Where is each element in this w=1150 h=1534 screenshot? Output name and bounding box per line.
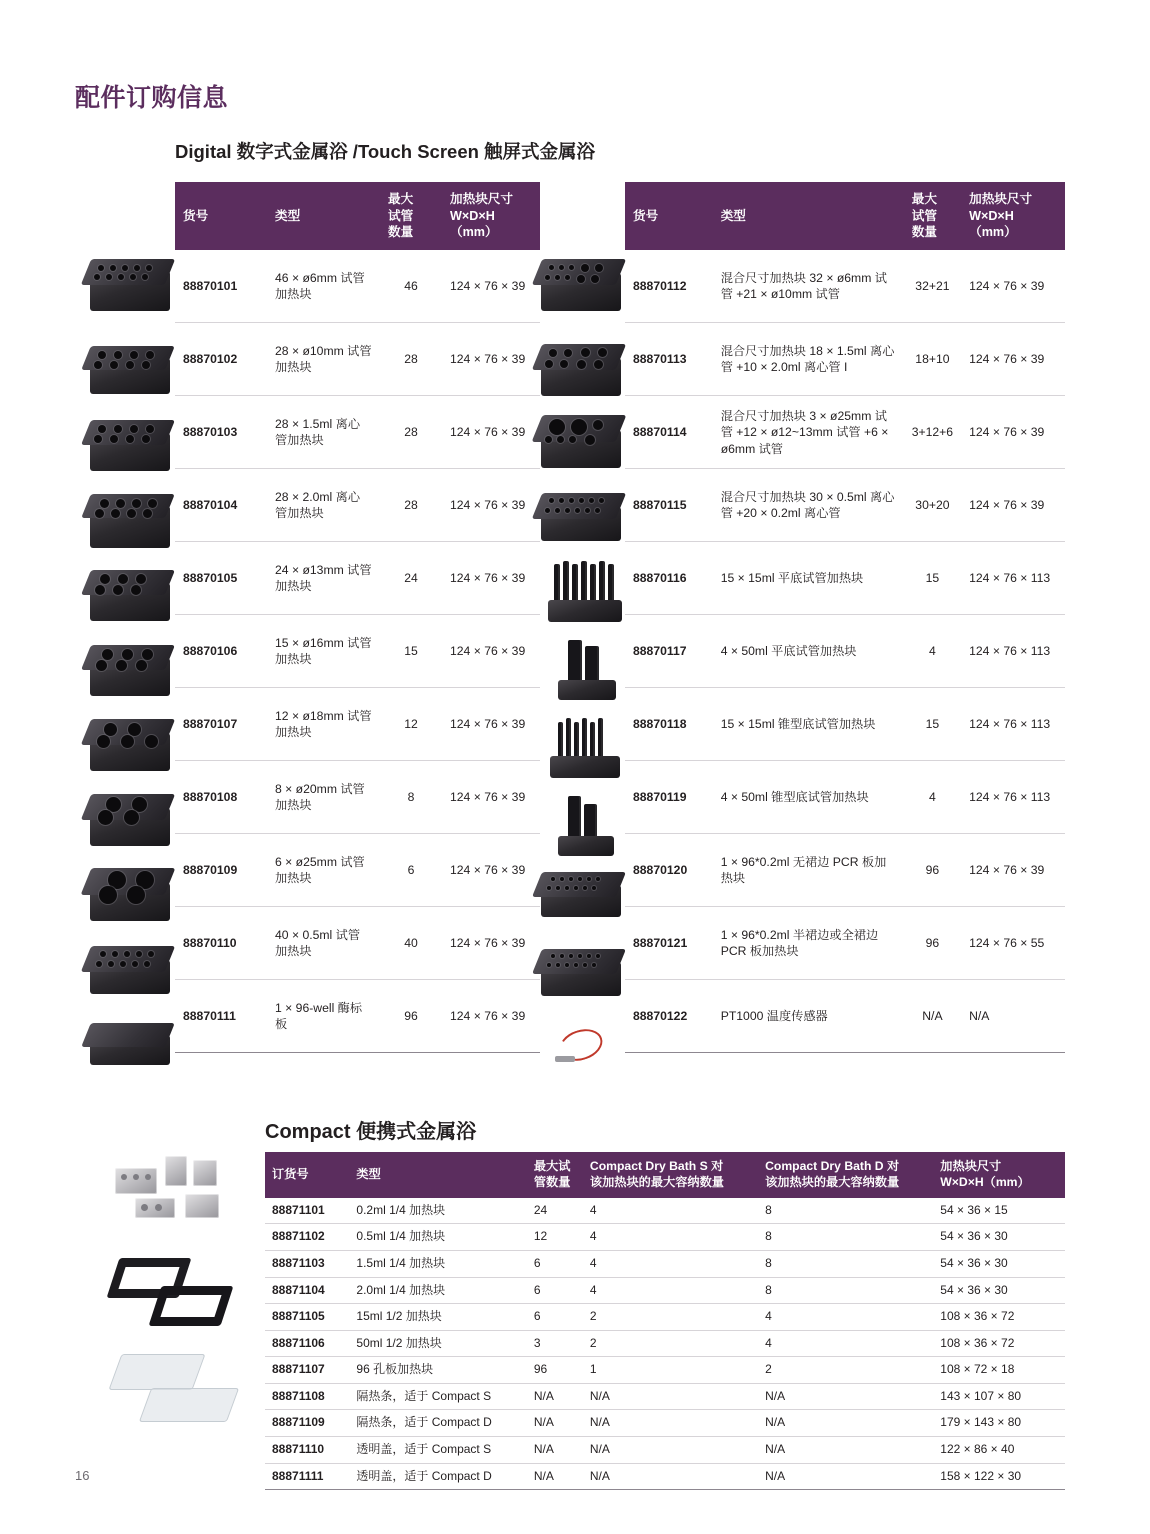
col-header-dim-line1: 加热块尺寸 bbox=[969, 192, 1033, 206]
cell-dim: 124 × 76 × 55 bbox=[961, 907, 1065, 980]
cell-type: 12 × ø18mm 试管加热块 bbox=[267, 688, 380, 761]
col-header-qty-line1: 最大 bbox=[911, 192, 937, 206]
cell-dim: 124 × 76 × 39 bbox=[442, 323, 540, 396]
cell-code: 88870107 bbox=[175, 688, 267, 761]
cell-dim: N/A bbox=[961, 980, 1065, 1053]
cell-compact-d: 2 bbox=[758, 1357, 933, 1384]
cell-code: 88870117 bbox=[625, 615, 713, 688]
cell-type: 15 × ø16mm 试管加热块 bbox=[267, 615, 380, 688]
cell-type: 46 × ø6mm 试管加热块 bbox=[267, 250, 380, 323]
cell-type: 透明盖，适于 Compact D bbox=[349, 1463, 526, 1490]
table-row bbox=[625, 980, 1065, 1053]
cell-dim: 124 × 76 × 39 bbox=[442, 250, 540, 323]
cell-type: 混合尺寸加热块 32 × ø6mm 试管 +21 × ø10mm 试管 bbox=[713, 250, 904, 323]
col-header-dim-line2: W×D×H（mm） bbox=[940, 1174, 1030, 1189]
cell-qty: N/A bbox=[527, 1383, 583, 1410]
cell-dim: 124 × 76 × 39 bbox=[442, 834, 540, 907]
cell-qty: N/A bbox=[527, 1463, 583, 1490]
table-row bbox=[175, 396, 540, 469]
cell-dim: 124 × 76 × 39 bbox=[961, 250, 1065, 323]
cell-type: 透明盖，适于 Compact S bbox=[349, 1437, 526, 1464]
cell-dim: 124 × 76 × 39 bbox=[442, 542, 540, 615]
cell-type: 隔热条，适于 Compact S bbox=[349, 1383, 526, 1410]
table-row bbox=[265, 1198, 1065, 1224]
table-row bbox=[265, 1357, 1065, 1384]
cell-type: 28 × ø10mm 试管加热块 bbox=[267, 323, 380, 396]
cell-compact-d: 8 bbox=[758, 1277, 933, 1304]
cell-type: 4 × 50ml 平底试管加热块 bbox=[713, 615, 904, 688]
cell-dim: 122 × 86 × 40 bbox=[933, 1437, 1065, 1464]
table-header-row bbox=[625, 182, 1065, 250]
table-row bbox=[625, 396, 1065, 469]
col-header-code: 货号 bbox=[625, 182, 713, 250]
cell-code: 88871106 bbox=[265, 1330, 349, 1357]
cell-dim: 124 × 76 × 39 bbox=[442, 615, 540, 688]
cell-code: 88870114 bbox=[625, 396, 713, 469]
cell-type: 0.5ml 1/4 加热块 bbox=[349, 1224, 526, 1251]
cell-compact-d: N/A bbox=[758, 1383, 933, 1410]
cell-code: 88871108 bbox=[265, 1383, 349, 1410]
cell-code: 88870101 bbox=[175, 250, 267, 323]
table-row bbox=[265, 1330, 1065, 1357]
cell-dim: 108 × 36 × 72 bbox=[933, 1330, 1065, 1357]
cell-code: 88870116 bbox=[625, 542, 713, 615]
cell-type: 4 × 50ml 锥型底试管加热块 bbox=[713, 761, 904, 834]
cell-type: 15 × 15ml 平底试管加热块 bbox=[713, 542, 904, 615]
col-header-dim-line3: （mm） bbox=[969, 225, 1017, 240]
table-row bbox=[625, 542, 1065, 615]
product-image-compact-blocks bbox=[105, 1150, 255, 1220]
cell-type: 1.5ml 1/4 加热块 bbox=[349, 1250, 526, 1277]
cell-compact-s: N/A bbox=[583, 1383, 758, 1410]
cell-type: 混合尺寸加热块 3 × ø25mm 试管 +12 × ø12~13mm 试管 +6 × ø6mm 试管 bbox=[713, 396, 904, 469]
product-image-88870105 bbox=[84, 565, 180, 625]
table-row bbox=[625, 907, 1065, 980]
cell-qty: 18+10 bbox=[904, 323, 961, 396]
table-row bbox=[625, 469, 1065, 542]
table-row bbox=[175, 761, 540, 834]
page-number: 16 bbox=[75, 1468, 90, 1483]
col-header-compact-s-line2: 该加热块的最大容纳数量 bbox=[589, 1174, 724, 1189]
table-row bbox=[175, 980, 540, 1053]
product-image-88870108 bbox=[84, 790, 180, 850]
table-row bbox=[625, 834, 1065, 907]
cell-compact-d: 4 bbox=[758, 1304, 933, 1331]
cell-qty: 6 bbox=[527, 1250, 583, 1277]
col-header-dim-line1: 加热块尺寸 bbox=[450, 192, 513, 206]
col-header-qty-line3: 数量 bbox=[911, 225, 937, 240]
cell-qty: N/A bbox=[904, 980, 961, 1053]
cell-code: 88870121 bbox=[625, 907, 713, 980]
cell-type: 隔热条，适于 Compact D bbox=[349, 1410, 526, 1437]
cell-qty: 4 bbox=[904, 761, 961, 834]
cell-compact-s: N/A bbox=[583, 1463, 758, 1490]
cell-code: 88870113 bbox=[625, 323, 713, 396]
cell-dim: 143 × 107 × 80 bbox=[933, 1383, 1065, 1410]
cell-dim: 124 × 76 × 39 bbox=[442, 469, 540, 542]
table-row bbox=[175, 542, 540, 615]
col-header-code: 订货号 bbox=[265, 1152, 349, 1198]
cell-qty: 28 bbox=[380, 396, 442, 469]
cell-dim: 108 × 72 × 18 bbox=[933, 1357, 1065, 1384]
cell-dim: 124 × 76 × 39 bbox=[961, 469, 1065, 542]
table-row bbox=[265, 1224, 1065, 1251]
table-row bbox=[265, 1383, 1065, 1410]
cell-dim: 158 × 122 × 30 bbox=[933, 1463, 1065, 1490]
cell-code: 88871105 bbox=[265, 1304, 349, 1331]
cell-code: 88870110 bbox=[175, 907, 267, 980]
cell-dim: 124 × 76 × 39 bbox=[961, 396, 1065, 469]
cell-type: 28 × 2.0ml 离心管加热块 bbox=[267, 469, 380, 542]
cell-dim: 124 × 76 × 39 bbox=[442, 761, 540, 834]
table-row bbox=[175, 323, 540, 396]
col-header-dim bbox=[442, 182, 540, 250]
cell-code: 88871107 bbox=[265, 1357, 349, 1384]
table-row bbox=[175, 469, 540, 542]
col-header-qty-line1: 最大试 bbox=[533, 1159, 571, 1173]
cell-compact-s: 2 bbox=[583, 1330, 758, 1357]
cell-code: 88870108 bbox=[175, 761, 267, 834]
cell-qty: 46 bbox=[380, 250, 442, 323]
product-image-88870111 bbox=[84, 1015, 180, 1075]
cell-qty: 12 bbox=[380, 688, 442, 761]
col-header-qty bbox=[527, 1152, 583, 1198]
col-header-qty-line2: 试管 bbox=[388, 208, 414, 223]
cell-qty: 15 bbox=[380, 615, 442, 688]
table-row bbox=[625, 688, 1065, 761]
product-image-88870114 bbox=[535, 412, 631, 472]
col-header-qty-line3: 数量 bbox=[388, 225, 414, 240]
table-header-row bbox=[175, 182, 540, 250]
cell-qty: 96 bbox=[904, 907, 961, 980]
accessory-table-left bbox=[175, 182, 540, 1053]
cell-code: 88870104 bbox=[175, 469, 267, 542]
accessory-table-right bbox=[625, 182, 1065, 1053]
section-title-compact: Compact 便携式金属浴 bbox=[265, 1121, 477, 1143]
cell-qty: 96 bbox=[380, 980, 442, 1053]
cell-code: 88871102 bbox=[265, 1224, 349, 1251]
product-image-88870106 bbox=[84, 640, 180, 700]
cell-code: 88871109 bbox=[265, 1410, 349, 1437]
cell-code: 88870120 bbox=[625, 834, 713, 907]
product-image-88870113 bbox=[535, 340, 631, 400]
cell-compact-d: 8 bbox=[758, 1250, 933, 1277]
product-image-88870120 bbox=[535, 865, 631, 925]
cell-dim: 124 × 76 × 113 bbox=[961, 615, 1065, 688]
cell-compact-d: N/A bbox=[758, 1410, 933, 1437]
table-row bbox=[625, 615, 1065, 688]
product-image-88870118 bbox=[540, 716, 636, 786]
cell-code: 88871101 bbox=[265, 1198, 349, 1224]
cell-compact-s: 4 bbox=[583, 1198, 758, 1224]
cell-code: 88870106 bbox=[175, 615, 267, 688]
cell-qty: 3 bbox=[527, 1330, 583, 1357]
cell-code: 88870115 bbox=[625, 469, 713, 542]
cell-compact-s: N/A bbox=[583, 1410, 758, 1437]
cell-type: 15ml 1/2 加热块 bbox=[349, 1304, 526, 1331]
product-image-88870104 bbox=[84, 490, 180, 550]
product-image-88870116 bbox=[540, 560, 636, 630]
cell-qty: 6 bbox=[380, 834, 442, 907]
table-row bbox=[265, 1437, 1065, 1464]
table-row bbox=[265, 1250, 1065, 1277]
cell-type: 28 × 1.5ml 离心管加热块 bbox=[267, 396, 380, 469]
cell-qty: 15 bbox=[904, 542, 961, 615]
table-row bbox=[175, 907, 540, 980]
cell-type: 50ml 1/2 加热块 bbox=[349, 1330, 526, 1357]
col-header-compact-d bbox=[758, 1152, 933, 1198]
cell-code: 88871110 bbox=[265, 1437, 349, 1464]
cell-compact-s: 4 bbox=[583, 1224, 758, 1251]
cell-qty: 96 bbox=[527, 1357, 583, 1384]
cell-dim: 124 × 76 × 39 bbox=[961, 323, 1065, 396]
cell-qty: 32+21 bbox=[904, 250, 961, 323]
col-header-dim bbox=[933, 1152, 1065, 1198]
product-image-88870101 bbox=[84, 255, 180, 315]
col-header-compact-s-line1: Compact Dry Bath S 对 bbox=[589, 1159, 724, 1173]
cell-dim: 124 × 76 × 113 bbox=[961, 688, 1065, 761]
product-image-insulation-bars bbox=[95, 1252, 255, 1332]
page-title: 配件订购信息 bbox=[75, 84, 229, 112]
product-image-88870110 bbox=[84, 940, 180, 1000]
cell-dim: 124 × 76 × 113 bbox=[961, 542, 1065, 615]
cell-compact-s: 2 bbox=[583, 1304, 758, 1331]
cell-qty: 24 bbox=[527, 1198, 583, 1224]
cell-type: 15 × 15ml 锥型底试管加热块 bbox=[713, 688, 904, 761]
cell-dim: 124 × 76 × 39 bbox=[442, 907, 540, 980]
cell-qty: 3+12+6 bbox=[904, 396, 961, 469]
cell-qty: 28 bbox=[380, 323, 442, 396]
cell-dim: 54 × 36 × 30 bbox=[933, 1277, 1065, 1304]
accessory-table-compact bbox=[265, 1152, 1065, 1490]
col-header-qty-line2: 试管 bbox=[911, 208, 937, 223]
cell-dim: 54 × 36 × 30 bbox=[933, 1224, 1065, 1251]
table-row bbox=[175, 615, 540, 688]
cell-qty: 40 bbox=[380, 907, 442, 980]
col-header-dim-line1: 加热块尺寸 bbox=[940, 1159, 1002, 1173]
cell-type: PT1000 温度传感器 bbox=[713, 980, 904, 1053]
col-header-dim bbox=[961, 182, 1065, 250]
cell-code: 88870111 bbox=[175, 980, 267, 1053]
cell-compact-d: 4 bbox=[758, 1330, 933, 1357]
cell-code: 88871111 bbox=[265, 1463, 349, 1490]
cell-code: 88871104 bbox=[265, 1277, 349, 1304]
cell-qty: 8 bbox=[380, 761, 442, 834]
cell-qty: 15 bbox=[904, 688, 961, 761]
cell-compact-s: 4 bbox=[583, 1250, 758, 1277]
cell-code: 88870112 bbox=[625, 250, 713, 323]
cell-type: 混合尺寸加热块 30 × 0.5ml 离心管 +20 × 0.2ml 离心管 bbox=[713, 469, 904, 542]
product-image-88870103 bbox=[84, 415, 180, 475]
cell-qty: 24 bbox=[380, 542, 442, 615]
col-header-qty bbox=[380, 182, 442, 250]
cell-type: 40 × 0.5ml 试管加热块 bbox=[267, 907, 380, 980]
cell-dim: 124 × 76 × 113 bbox=[961, 761, 1065, 834]
col-header-qty-line2: 管数量 bbox=[533, 1174, 571, 1189]
cell-code: 88870102 bbox=[175, 323, 267, 396]
col-header-dim-line3: （mm） bbox=[450, 225, 498, 240]
cell-type: 混合尺寸加热块 18 × 1.5ml 离心管 +10 × 2.0ml 离心管 I bbox=[713, 323, 904, 396]
col-header-code: 货号 bbox=[175, 182, 267, 250]
section-title-digital: Digital 数字式金属浴 /Touch Screen 触屏式金属浴 bbox=[175, 141, 596, 162]
col-header-compact-s bbox=[583, 1152, 758, 1198]
cell-type: 1 × 96*0.2ml 半裙边或全裙边 PCR 板加热块 bbox=[713, 907, 904, 980]
table-row bbox=[265, 1304, 1065, 1331]
cell-compact-d: 8 bbox=[758, 1224, 933, 1251]
col-header-qty-line1: 最大 bbox=[388, 192, 414, 206]
product-image-88870117 bbox=[540, 638, 636, 708]
table-header-row bbox=[265, 1152, 1065, 1198]
cell-type: 24 × ø13mm 试管加热块 bbox=[267, 542, 380, 615]
cell-dim: 124 × 76 × 39 bbox=[961, 834, 1065, 907]
cell-qty: 12 bbox=[527, 1224, 583, 1251]
product-image-88870109 bbox=[84, 865, 180, 925]
cell-code: 88870103 bbox=[175, 396, 267, 469]
table-row bbox=[265, 1463, 1065, 1490]
cell-qty: 6 bbox=[527, 1304, 583, 1331]
cell-code: 88870122 bbox=[625, 980, 713, 1053]
product-image-88870115 bbox=[535, 487, 631, 547]
cell-qty: N/A bbox=[527, 1437, 583, 1464]
cell-qty: 28 bbox=[380, 469, 442, 542]
cell-qty: 96 bbox=[904, 834, 961, 907]
cell-type: 2.0ml 1/4 加热块 bbox=[349, 1277, 526, 1304]
cell-dim: 124 × 76 × 39 bbox=[442, 688, 540, 761]
cell-compact-s: 4 bbox=[583, 1277, 758, 1304]
cell-dim: 179 × 143 × 80 bbox=[933, 1410, 1065, 1437]
col-header-type: 类型 bbox=[267, 182, 380, 250]
product-image-88870107 bbox=[84, 715, 180, 775]
cell-type: 96 孔板加热块 bbox=[349, 1357, 526, 1384]
col-header-dim-line2: W×D×H bbox=[450, 208, 495, 223]
table-row bbox=[265, 1277, 1065, 1304]
table-row bbox=[625, 761, 1065, 834]
table-row bbox=[175, 688, 540, 761]
cell-dim: 108 × 36 × 72 bbox=[933, 1304, 1065, 1331]
cell-qty: 6 bbox=[527, 1277, 583, 1304]
cell-code: 88870109 bbox=[175, 834, 267, 907]
table-row bbox=[625, 250, 1065, 323]
col-header-qty bbox=[904, 182, 961, 250]
col-header-compact-d-line1: Compact Dry Bath D 对 bbox=[765, 1159, 900, 1173]
table-row bbox=[625, 323, 1065, 396]
cell-compact-d: N/A bbox=[758, 1463, 933, 1490]
cell-code: 88870118 bbox=[625, 688, 713, 761]
cell-code: 88870119 bbox=[625, 761, 713, 834]
cell-dim: 124 × 76 × 39 bbox=[442, 980, 540, 1053]
cell-code: 88871103 bbox=[265, 1250, 349, 1277]
product-image-88870112 bbox=[535, 255, 631, 315]
product-image-88870102 bbox=[84, 340, 180, 400]
cell-qty: 30+20 bbox=[904, 469, 961, 542]
table-row bbox=[265, 1410, 1065, 1437]
cell-dim: 54 × 36 × 30 bbox=[933, 1250, 1065, 1277]
cell-type: 1 × 96-well 酶标板 bbox=[267, 980, 380, 1053]
cell-type: 1 × 96*0.2ml 无裙边 PCR 板加热块 bbox=[713, 834, 904, 907]
cell-compact-s: 1 bbox=[583, 1357, 758, 1384]
cell-dim: 124 × 76 × 39 bbox=[442, 396, 540, 469]
cell-type: 8 × ø20mm 试管加热块 bbox=[267, 761, 380, 834]
product-image-88870121 bbox=[535, 942, 631, 1002]
cell-qty: N/A bbox=[527, 1410, 583, 1437]
col-header-type: 类型 bbox=[713, 182, 904, 250]
cell-compact-d: N/A bbox=[758, 1437, 933, 1464]
cell-compact-d: 8 bbox=[758, 1198, 933, 1224]
col-header-type: 类型 bbox=[349, 1152, 526, 1198]
col-header-compact-d-line2: 该加热块的最大容纳数量 bbox=[765, 1174, 900, 1189]
cell-dim: 54 × 36 × 15 bbox=[933, 1198, 1065, 1224]
cell-compact-s: N/A bbox=[583, 1437, 758, 1464]
table-row bbox=[175, 834, 540, 907]
table-row bbox=[175, 250, 540, 323]
cell-code: 88870105 bbox=[175, 542, 267, 615]
product-image-transparent-lids bbox=[95, 1350, 260, 1435]
cell-type: 0.2ml 1/4 加热块 bbox=[349, 1198, 526, 1224]
col-header-dim-line2: W×D×H bbox=[969, 208, 1014, 223]
cell-type: 6 × ø25mm 试管加热块 bbox=[267, 834, 380, 907]
product-image-88870119 bbox=[540, 794, 636, 864]
cell-qty: 4 bbox=[904, 615, 961, 688]
